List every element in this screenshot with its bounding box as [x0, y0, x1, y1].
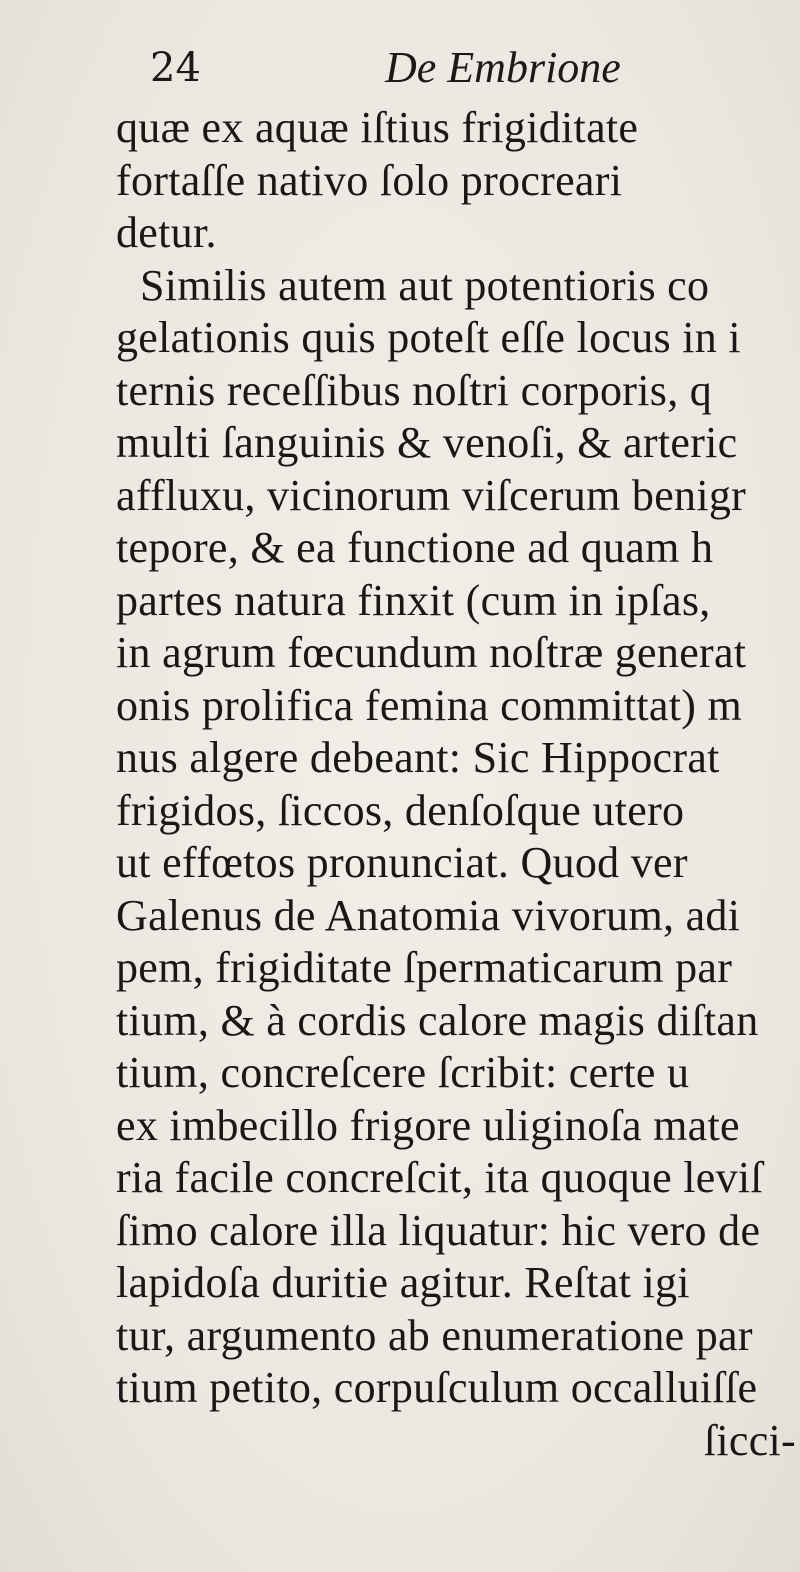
text-line: ternis receſſibus noſtri corporis, q — [116, 365, 713, 415]
text-line: Similis autem aut potentioris co — [140, 260, 710, 310]
text-line: ſimo calore illa liquatur: hic vero de — [116, 1205, 761, 1255]
text-line: tium, concreſcere ſcribit: certe u — [116, 1048, 690, 1097]
text-line: tepore, & ea functione ad quam h — [116, 523, 714, 572]
text-line: affluxu, vicinorum viſcerum benigr — [116, 470, 747, 520]
text-line: onis prolifica femina committat) m — [116, 680, 743, 730]
text-line: ut effœtos pronunciat. Quod ver — [116, 838, 688, 887]
text-line: lapidoſa duritie agitur. Reſtat igi — [116, 1258, 690, 1307]
text-line: gelationis quis poteſt eſſe locus in i — [116, 313, 741, 362]
text-line: quæ ex aquæ iſtius frigiditate — [116, 103, 639, 152]
text-line: frigidos, ſiccos, denſoſque utero — [116, 785, 685, 835]
running-head: De Embrione — [385, 43, 621, 92]
text-line: nus algere debeant: Sic Hippocrat — [116, 733, 720, 782]
text-line: detur. — [116, 208, 217, 257]
text-line: Galenus de Anatomia vivorum, adi — [116, 890, 741, 940]
text-line: ria facile concreſcit, ita quoque leviſ — [116, 1153, 763, 1202]
text-line: fortaſſe nativo ſolo procreari — [116, 155, 623, 205]
catchword: ſicci- — [703, 1415, 796, 1465]
text-line: partes natura finxit (cum in ipſas, — [116, 575, 711, 625]
text-line: tium, & à cordis calore magis diſtan — [116, 995, 759, 1045]
text-line: pem, frigiditate ſpermaticarum par — [116, 943, 733, 992]
text-line: tur, argumento ab enumeratione par — [116, 1310, 753, 1360]
text-line: multi ſanguinis & venoſi, & arteric — [116, 418, 738, 467]
page-header — [0, 38, 800, 98]
page-number: 24 — [150, 45, 201, 91]
body-text — [116, 102, 800, 1467]
text-line: tium petito, corpuſculum occalluiſſe — [116, 1363, 758, 1412]
text-line: in agrum fœcundum noſtræ generat — [116, 628, 747, 677]
text-line: ex imbecillo frigore uliginoſa mate — [116, 1100, 740, 1150]
